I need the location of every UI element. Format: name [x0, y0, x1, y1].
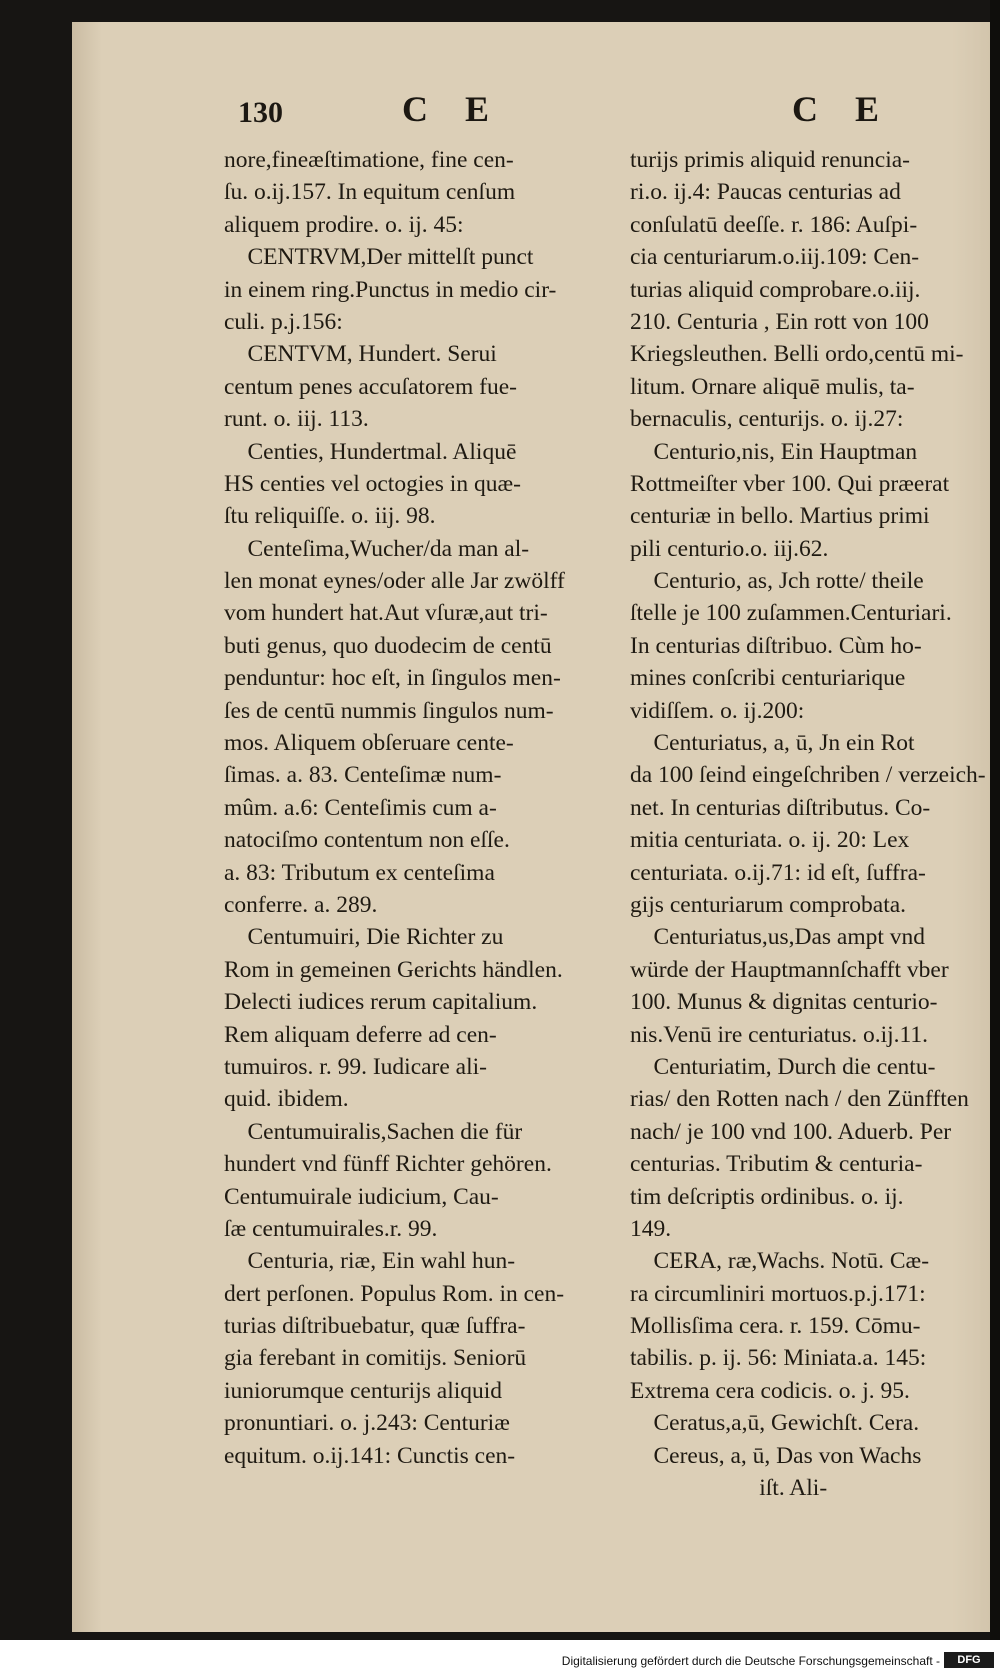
- text-line: bernaculis, centurijs. o. ij.27:: [630, 406, 904, 433]
- text-line: centuriæ in bello. Martius primi: [630, 503, 930, 530]
- text-line: Extrema cera codicis. o. j. 95.: [630, 1377, 910, 1404]
- text-line: vidiſſem. o. ij.200:: [630, 697, 805, 724]
- text-line: Centuriatus,us,Das ampt vnd: [630, 924, 926, 951]
- text-line: ſæ centumuirales.r. 99.: [224, 1215, 438, 1242]
- running-head-right: C E: [792, 89, 894, 129]
- text-line: conferre. a. 289.: [224, 891, 378, 918]
- page-header: [72, 88, 1000, 138]
- text-line: Rom in gemeinen Gerichts händlen.: [224, 956, 563, 983]
- text-line: dert perſonen. Populus Rom. in cen-: [224, 1280, 565, 1307]
- text-line: Centumuiri, Die Richter zu: [224, 924, 504, 951]
- text-line: gia ferebant in comitijs. Seniorū: [224, 1345, 527, 1372]
- footer: [0, 1648, 1000, 1676]
- text-line: net. In centurias diſtributus. Co-: [630, 794, 931, 821]
- text-line: 210. Centuria , Ein rott von 100: [630, 308, 929, 335]
- text-line: len monat eynes/oder alle Jar zwölff: [224, 568, 565, 595]
- text-line: hundert vnd fünff Richter gehören.: [224, 1151, 552, 1178]
- text-line: CENTVM, Hundert. Serui: [224, 341, 497, 368]
- text-line: da 100 ſeind eingeſchriben / verzeich-: [630, 762, 986, 789]
- text-line: turijs primis aliquid renuncia-: [630, 147, 910, 173]
- text-line: Centeſima,Wucher/da man al-: [224, 535, 530, 562]
- text-line: in einem ring.Punctus in medio cir-: [224, 276, 557, 303]
- text-line: HS centies vel octogies in quæ-: [224, 470, 521, 497]
- text-line: tim deſcriptis ordinibus. o. ij.: [630, 1183, 904, 1210]
- text-line: conſulatū deeſſe. r. 186: Auſpi-: [630, 211, 918, 238]
- text-line: Centurio, as, Jch rotte/ theile: [630, 568, 924, 595]
- text-line: gijs centuriarum comprobata.: [630, 891, 907, 918]
- text-line: tumuiros. r. 99. Iudicare ali-: [224, 1053, 487, 1080]
- book-spine: [990, 0, 1000, 1640]
- text-line: CERA, ræ,Wachs. Notū. Cæ-: [630, 1248, 930, 1275]
- text-line: penduntur: hoc eſt, in ſingulos men-: [224, 665, 561, 692]
- text-line: Centies, Hundertmal. Aliquē: [224, 438, 517, 465]
- text-line: vom hundert hat.Aut vſuræ,aut tri-: [224, 600, 548, 627]
- text-line: mitia centuriata. o. ij. 20: Lex: [630, 827, 910, 854]
- text-line: runt. o. iij. 113.: [224, 406, 369, 433]
- left-column: [224, 144, 594, 1472]
- text-line: ſtu reliquiſſe. o. iij. 98.: [224, 503, 436, 530]
- text-line: ſimas. a. 83. Centeſimæ num-: [224, 762, 502, 789]
- text-line: iſt. Ali-: [630, 1475, 828, 1502]
- text-line: a. 83: Tributum ex centeſima: [224, 859, 495, 886]
- text-line: centum penes accuſatorem fue-: [224, 373, 517, 400]
- text-line: Centuriatim, Durch die centu-: [630, 1053, 936, 1080]
- running-head-left: C E: [402, 89, 504, 129]
- text-line: pronuntiari. o. j.243: Centuriæ: [224, 1410, 510, 1437]
- text-line: turias aliquid comprobare.o.iij.: [630, 276, 921, 303]
- text-line: centuriata. o.ij.71: id eſt, ſuffra-: [630, 859, 926, 886]
- text-line: Centumuiralis,Sachen die für: [224, 1118, 523, 1145]
- text-line: würde der Hauptmannſchafft vber: [630, 956, 949, 983]
- text-line: equitum. o.ij.141: Cunctis cen-: [224, 1442, 516, 1469]
- text-line: cia centuriarum.o.iij.109: Cen-: [630, 244, 920, 271]
- text-line: nore,fineæſtimatione, fine cen-: [224, 147, 514, 173]
- text-line: tabilis. p. ij. 56: Miniata.a. 145:: [630, 1345, 927, 1372]
- text-line: Ceratus,a,ū, Gewichſt. Cera.: [630, 1410, 920, 1437]
- text-line: Centumuirale iudicium, Cau-: [224, 1183, 499, 1210]
- dfg-logo: DFG: [944, 1652, 994, 1668]
- text-line: nis.Venū ire centuriatus. o.ij.11.: [630, 1021, 929, 1048]
- text-line: pili centurio.o. iij.62.: [630, 535, 829, 562]
- text-line: rias/ den Rotten nach / den Zünfften: [630, 1086, 969, 1113]
- text-line: 149.: [630, 1215, 672, 1242]
- text-line: turias diſtribuebatur, quæ ſuffra-: [224, 1313, 526, 1340]
- text-line: nach/ je 100 vnd 100. Aduerb. Per: [630, 1118, 952, 1145]
- text-line: CENTRVM,Der mittelſt punct: [224, 244, 534, 271]
- text-line: litum. Ornare aliquē mulis, ta-: [630, 373, 915, 400]
- text-line: Centurio,nis, Ein Hauptman: [630, 438, 918, 465]
- text-line: 100. Munus & dignitas centurio-: [630, 989, 938, 1016]
- text-line: ſes de centū nummis ſingulos num-: [224, 697, 554, 724]
- text-line: Centuria, riæ, Ein wahl hun-: [224, 1248, 516, 1275]
- right-column: [630, 144, 1000, 1504]
- text-line: centurias. Tributim & centuria-: [630, 1151, 923, 1178]
- text-line: ri.o. ij.4: Paucas centurias ad: [630, 179, 901, 206]
- text-line: ſu. o.ij.157. In equitum cenſum: [224, 179, 516, 206]
- text-line: Cereus, a, ū, Das von Wachs: [630, 1442, 922, 1469]
- text-line: aliquem prodire. o. ij. 45:: [224, 211, 464, 238]
- text-line: ſtelle je 100 zuſammen.Centuriari.: [630, 600, 952, 627]
- text-line: Mollisſima cera. r. 159. Cōmu-: [630, 1313, 921, 1340]
- footer-credit: Digitalisierung gefördert durch die Deutsche Forschungsgemeinschaft -: [561, 1654, 940, 1668]
- text-line: Delecti iudices rerum capitalium.: [224, 989, 538, 1016]
- text-line: In centurias diſtribuo. Cùm ho-: [630, 632, 922, 659]
- text-line: iuniorumque centurijs aliquid: [224, 1377, 503, 1404]
- text-line: quid. ibidem.: [224, 1086, 349, 1113]
- book-page: [72, 22, 1000, 1632]
- text-line: mines conſcribi centuriarique: [630, 665, 906, 692]
- text-line: mos. Aliquem obſeruare cente-: [224, 730, 514, 757]
- text-line: Centuriatus, a, ū, Jn ein Rot: [630, 730, 915, 757]
- text-line: buti genus, quo duodecim de centū: [224, 632, 552, 659]
- text-line: ra circumliniri mortuos.p.j.171:: [630, 1280, 926, 1307]
- text-line: natociſmo contentum non eſſe.: [224, 827, 510, 854]
- text-line: Rottmeiſter vber 100. Qui præerat: [630, 470, 950, 497]
- text-line: mûm. a.6: Centeſimis cum a-: [224, 794, 497, 821]
- text-line: culi. p.j.156:: [224, 308, 343, 335]
- text-line: Kriegsleuthen. Belli ordo,centū mi-: [630, 341, 964, 368]
- page-number: 130: [238, 96, 283, 129]
- text-line: Rem aliquam deferre ad cen-: [224, 1021, 497, 1048]
